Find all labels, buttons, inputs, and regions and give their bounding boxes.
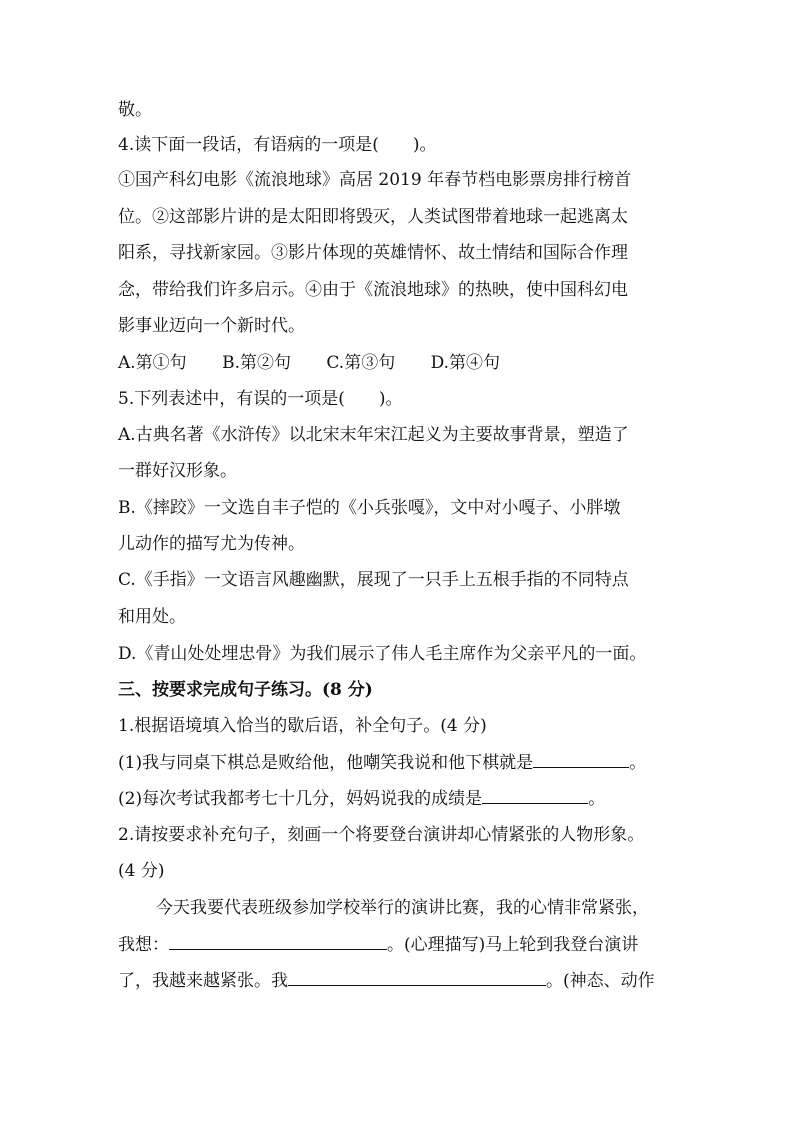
fill-line-3 [118, 933, 688, 957]
option-a-text: 一群好汉形象。 [118, 461, 237, 481]
passage-line: 念，带给我们许多启示。④由于《流浪地球》的热映，使中国科幻电 [118, 280, 628, 300]
option-a-text: A.古典名著《水浒传》以北宋末年宋江起义为主要故事背景，塑造了 [118, 425, 629, 445]
answer-blank[interactable] [533, 752, 629, 768]
question-5-stem: 5.下列表述中，有误的一项是( )。 [118, 389, 403, 409]
option-b-text: B.《摔跤》一文选自丰子恺的《小兵张嘎》，文中对小嘎子、小胖墩 [118, 498, 621, 518]
paragraph-line: 今天我要代表班级参加学校举行的演讲比赛，我的心情非常紧张， [156, 898, 649, 918]
fill-text: 。 [629, 753, 647, 773]
option-b-text: 儿动作的描写尤为传神。 [118, 534, 305, 554]
fill-line-1 [118, 751, 688, 775]
option-b[interactable]: B.第②句 [222, 353, 291, 373]
fill-text: 。(神态、动作 [546, 971, 655, 991]
passage-line: 阳系，寻找新家园。③影片体现的英雄情怀、故土情结和国际合作理 [118, 243, 628, 263]
question-2-score: (4 分) [118, 861, 165, 881]
option-c-text: 和用处。 [118, 607, 186, 627]
section-3-heading: 三、按要求完成句子练习。(8 分) [118, 680, 373, 700]
option-a[interactable]: A.第①句 [118, 353, 187, 373]
option-d-text: D.《青山处处埋忠骨》为我们展示了伟人毛主席作为父亲平凡的一面。 [118, 644, 647, 664]
question-2-stem: 2.请按要求补充句子，刻画一个将要登台演讲却心情紧张的人物形象。 [118, 825, 645, 845]
fill-line-4 [118, 969, 688, 993]
fill-text: 。 [588, 789, 606, 809]
question-4-stem: 4.读下面一段话，有语病的一项是( )。 [118, 135, 437, 155]
fill-text: 了，我越来越紧张。我 [118, 971, 288, 991]
text-line: 敬。 [118, 100, 152, 120]
answer-blank[interactable] [288, 970, 546, 986]
question-1-stem: 1.根据语境填入恰当的歇后语，补全句子。(4 分) [118, 716, 487, 736]
question-4-options [118, 351, 688, 375]
fill-line-2 [118, 787, 688, 811]
fill-text: (2)每次考试我都考七十几分，妈妈说我的成绩是 [118, 789, 483, 809]
option-c[interactable]: C.第③句 [326, 353, 396, 373]
option-d[interactable]: D.第④句 [430, 353, 501, 373]
passage-line: 位。②这部影片讲的是太阳即将毁灭，人类试图带着地球一起逃离太 [118, 207, 628, 227]
passage-line: ①国产科幻电影《流浪地球》高居 2019 年春节档电影票房排行榜首 [118, 170, 632, 190]
option-c-text: C.《手指》一文语言风趣幽默，展现了一只手上五根手指的不同特点 [118, 570, 629, 590]
fill-text: (1)我与同桌下棋总是败给他，他嘲笑我说和他下棋就是 [118, 753, 534, 773]
answer-blank[interactable] [169, 934, 387, 950]
answer-blank[interactable] [482, 788, 588, 804]
fill-text: 。(心理描写)马上轮到我登台演讲 [387, 935, 639, 955]
fill-text: 我想： [118, 935, 169, 955]
passage-line: 影事业迈向一个新时代。 [118, 316, 305, 336]
